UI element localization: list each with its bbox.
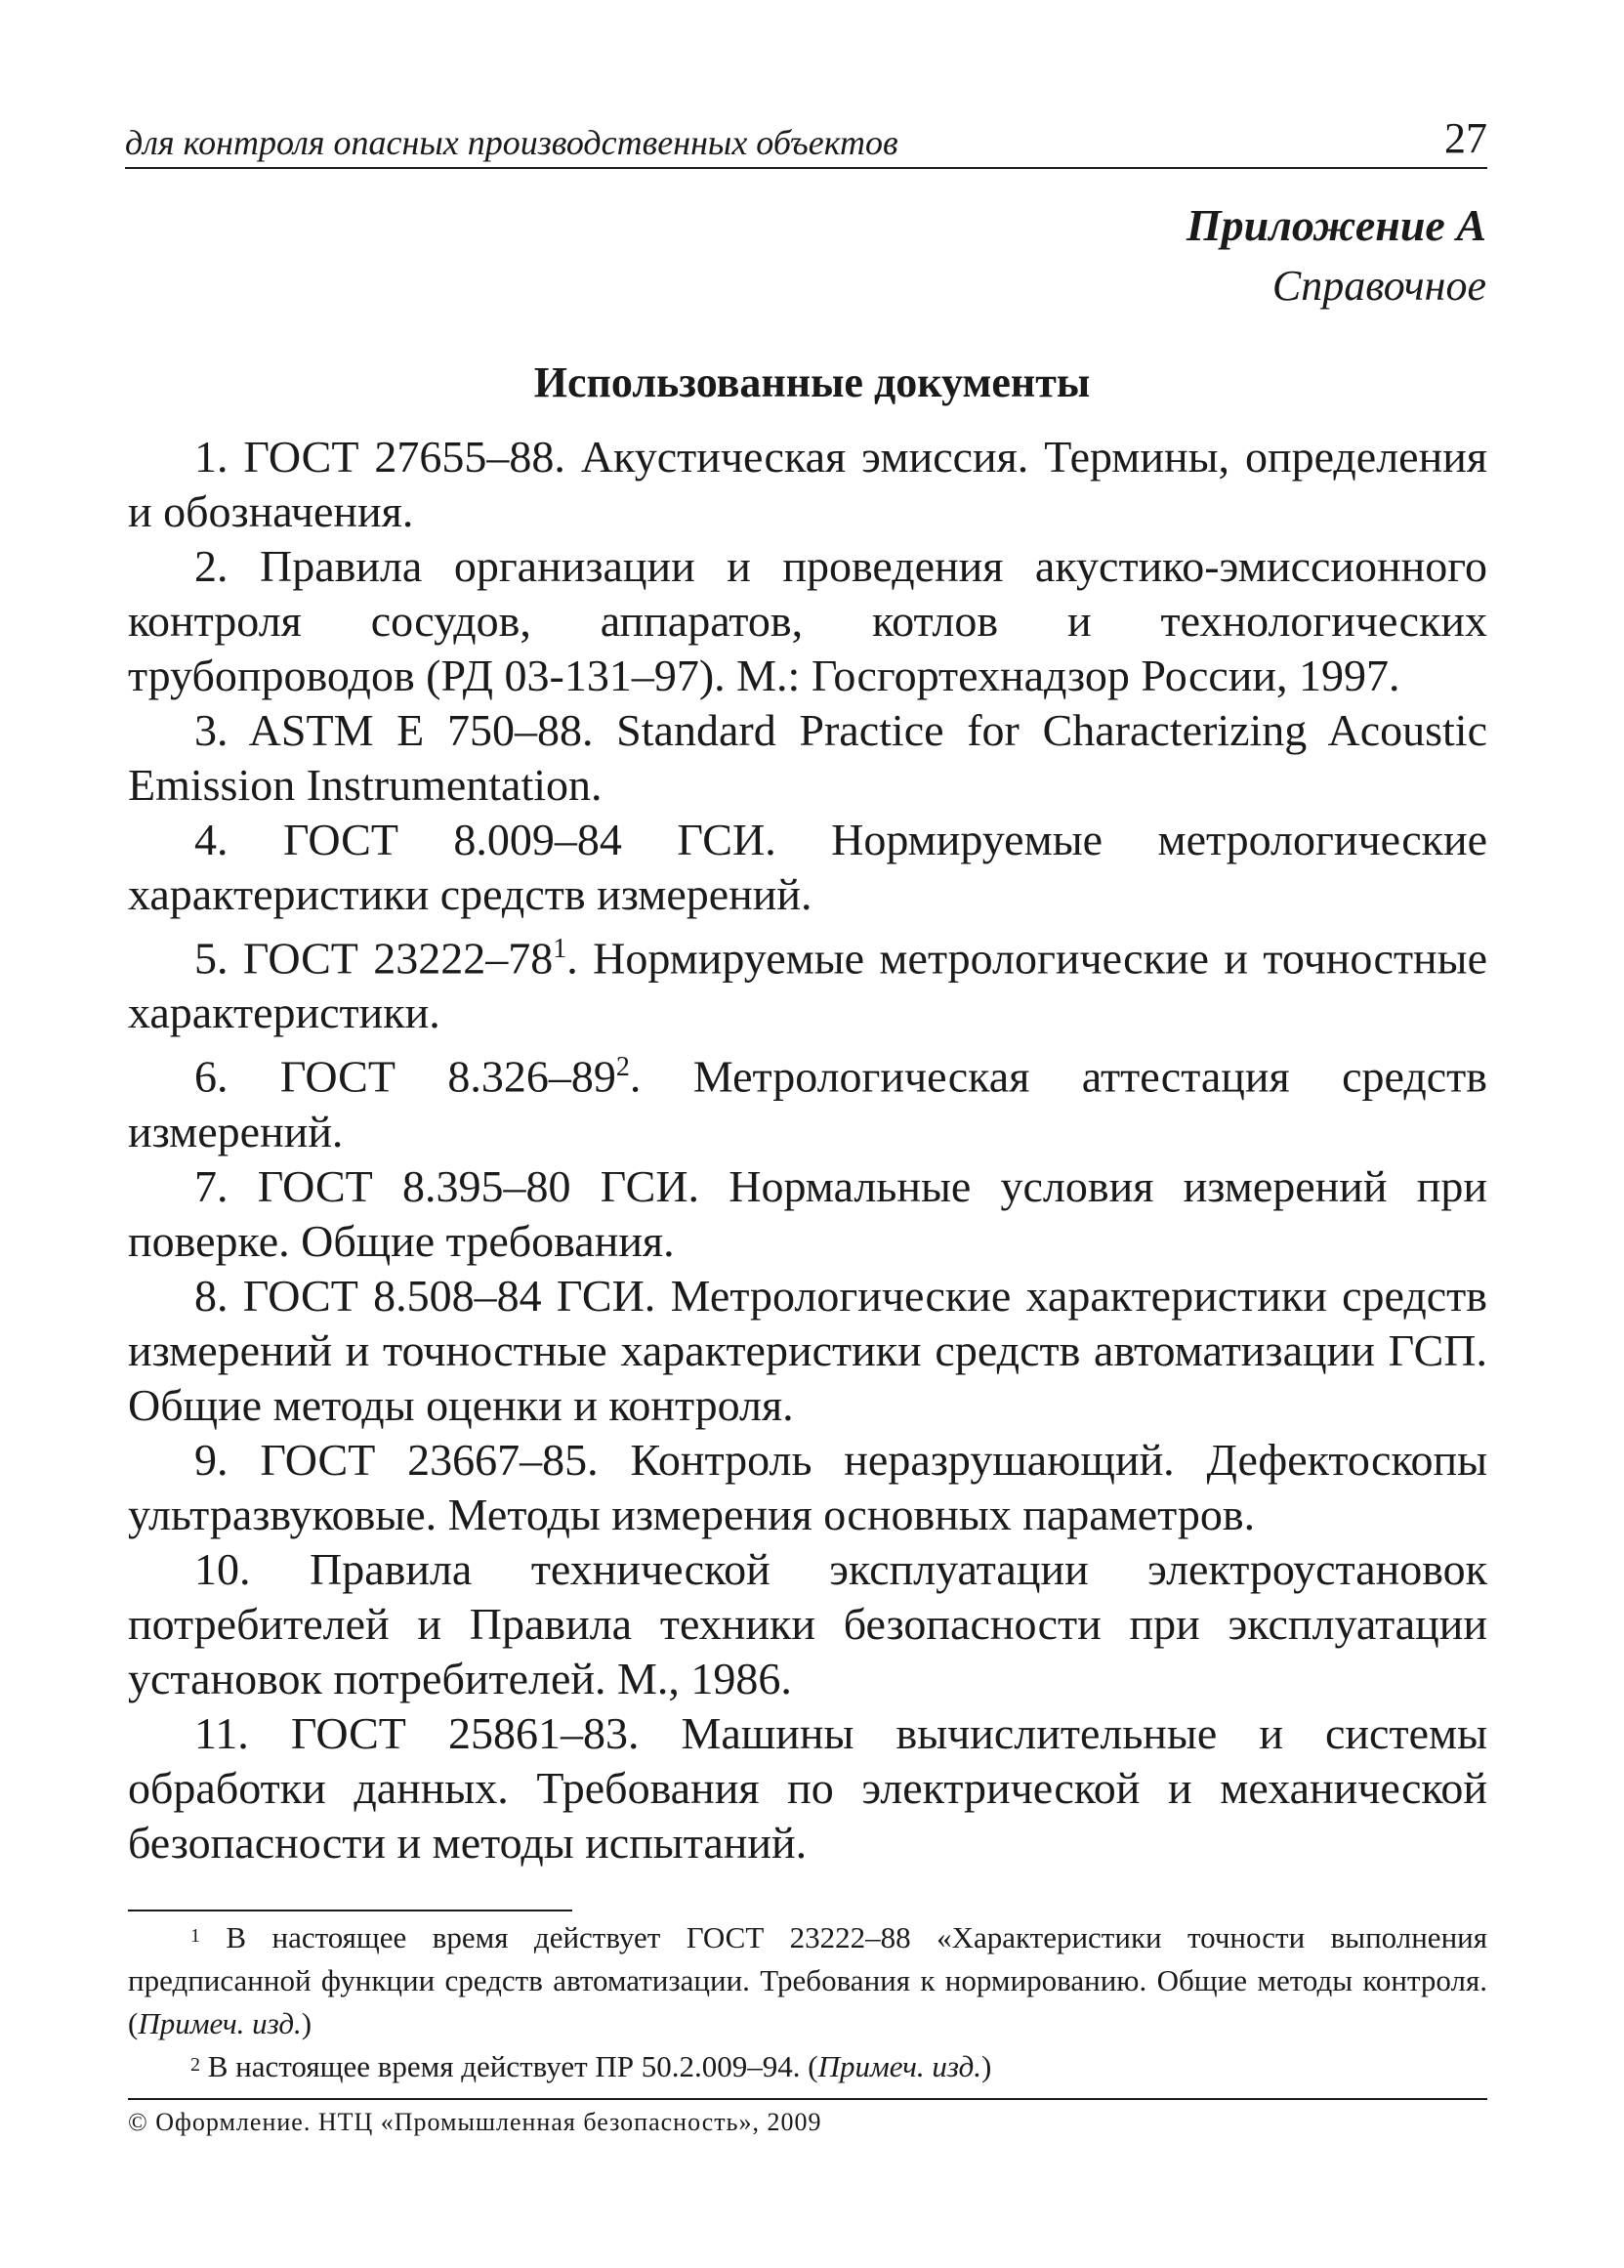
footnote-item <box>128 1916 1487 2045</box>
reference-item <box>128 1159 1487 1269</box>
reference-text: 6. ГОСТ 8.326–89 <box>194 1051 616 1102</box>
reference-text: 3. ASTM E 750–88. Standard Practice for Characterizing Acoustic Emission Instrumentation. <box>128 705 1487 810</box>
footnote-marker: 1 <box>553 934 567 964</box>
reference-text: 10. Правила технической эксплуатации электроустановок потребителей и Правила техники безопасности при эксплуатации установок потребителей. М., 1986. <box>128 1543 1487 1703</box>
reference-text: 2. Правила организации и проведения акустико-эмиссионного контроля сосудов, аппаратов, котлов и технологических трубопроводов (РД 03-131–97). М.: Госгортехнадзор России, 1997. <box>128 541 1487 700</box>
editor-note: Примеч. изд. <box>138 2006 302 2040</box>
reference-item <box>128 1542 1487 1706</box>
reference-item <box>128 1433 1487 1542</box>
reference-item <box>128 430 1487 539</box>
copyright-text: © Оформление. НТЦ «Промышленная безопасность», 2009 <box>128 2108 822 2136</box>
reference-text: 11. ГОСТ 25861–83. Машины вычислительные и системы обработки данных. Требования по электрической и механической безопасности и методы испытаний. <box>128 1707 1487 1868</box>
footnote-marker: 2 <box>615 1052 630 1083</box>
footnote-item <box>128 2045 1487 2088</box>
reference-text: 4. ГОСТ 8.009–84 ГСИ. Нормируемые метрологические характеристики средств измерений. <box>128 815 1487 919</box>
reference-text: 5. ГОСТ 23222–78 <box>194 933 554 984</box>
reference-list <box>128 430 1487 1870</box>
reference-text: 8. ГОСТ 8.508–84 ГСИ. Метрологические характеристики средств измерений и точностные характеристики средств автоматизации ГСП. Общие методы оценки и контроля. <box>128 1270 1487 1430</box>
section-heading: Использованные документы <box>533 358 1091 406</box>
editor-note: Примеч. изд. <box>817 2049 982 2083</box>
reference-item <box>128 922 1487 1040</box>
footnotes <box>128 1916 1487 2088</box>
footnote-close: ) <box>981 2049 992 2083</box>
reference-item <box>128 703 1487 813</box>
reference-item <box>128 1706 1487 1870</box>
appendix-title: Приложение А <box>1186 200 1486 250</box>
reference-item <box>128 1040 1487 1158</box>
running-head-text: для контроля опасных производственных объектов <box>125 123 898 162</box>
appendix-label <box>1187 195 1486 316</box>
appendix-subtitle: Справочное <box>1271 262 1486 310</box>
reference-item <box>128 539 1487 703</box>
footnote-text: В настоящее время действует ПР 50.2.009–94. ( <box>207 2049 818 2083</box>
footnote-text: В настоящее время действует ГОСТ 23222–88 «Характеристики точности выполнения предписанной функции средств автоматизации. Требования к нормированию. Общие методы контроля. ( <box>128 1920 1488 2040</box>
footer-divider <box>128 2098 1487 2100</box>
reference-text: 7. ГОСТ 8.395–80 ГСИ. Нормальные условия измерений при поверке. Общие требования. <box>128 1160 1487 1266</box>
reference-text: 1. ГОСТ 27655–88. Акустическая эмиссия. Термины, определения и обозначения. <box>128 432 1487 536</box>
running-head <box>125 113 1487 169</box>
page-number: 27 <box>1444 114 1487 162</box>
footnote-marker: 2 <box>190 2054 200 2076</box>
reference-text: 9. ГОСТ 23667–85. Контроль неразрушающий. Дефектоскопы ультразвуковые. Методы измерения основных параметров. <box>128 1434 1487 1539</box>
footnote-close: ) <box>301 2006 312 2040</box>
reference-item <box>128 813 1487 922</box>
reference-text: . Метрологическая аттестация средств измерений. <box>128 1051 1488 1156</box>
footnote-divider <box>128 1910 572 1911</box>
reference-item <box>128 1269 1487 1433</box>
footnote-marker: 1 <box>190 1925 200 1947</box>
reference-text: . Нормируемые метрологические и точностные характеристики. <box>128 933 1487 1038</box>
